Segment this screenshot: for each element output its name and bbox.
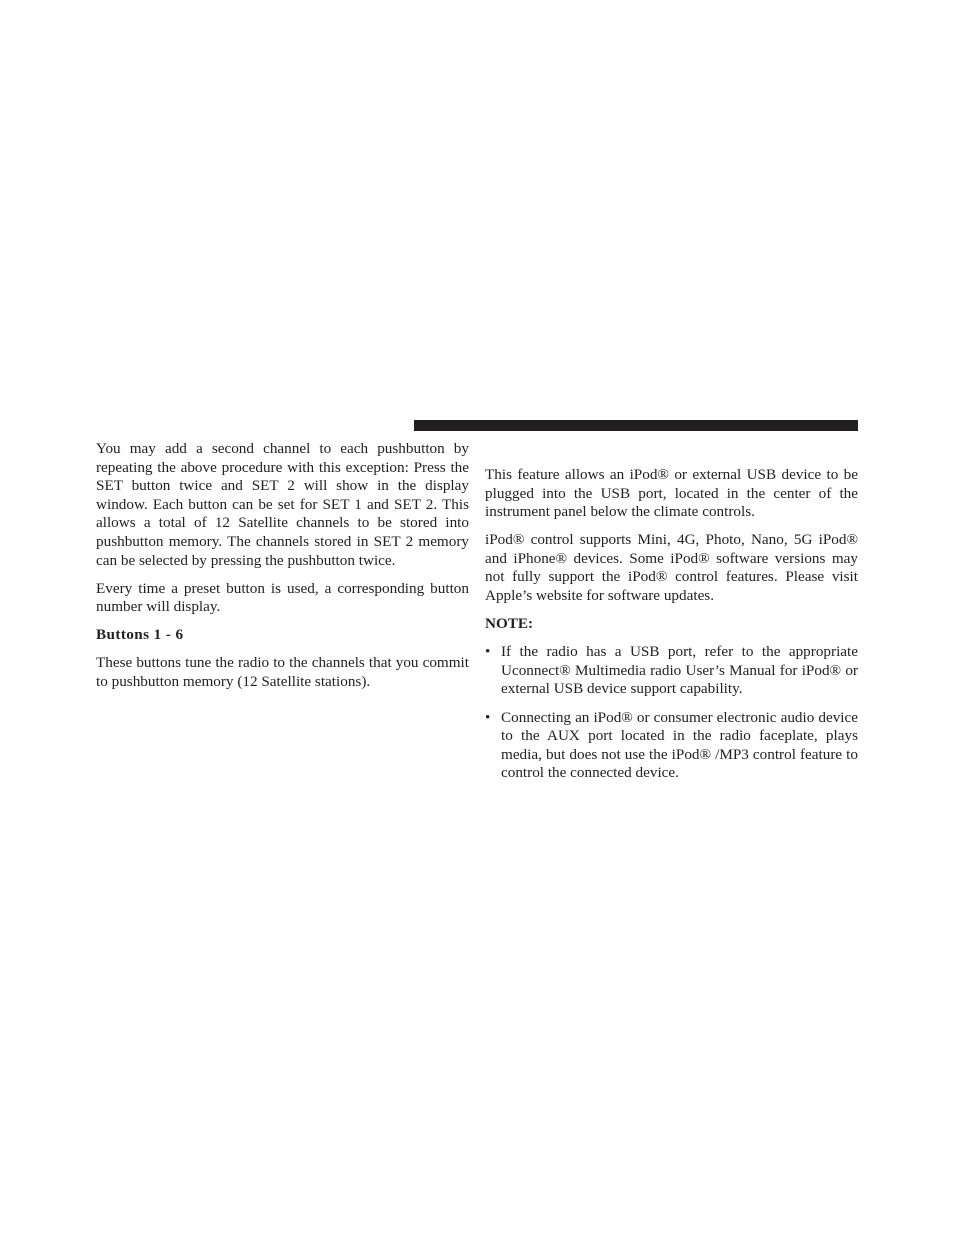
ipod-support-paragraph: iPod® control supports Mini, 4G, Photo, Nano, 5G iPod® and iPhone® devices. Some iPod® software versions may not fully support the iPod® control features. Please visit Apple’s website for software updates. <box>485 531 858 605</box>
buttons-description-paragraph: These buttons tune the radio to the channels that you commit to pushbutton memory (12 Satellite stations). <box>96 654 469 691</box>
note-item-text: If the radio has a USB port, refer to the appropriate Uconnect® Multimedia radio User’s Manual for iPod® or external USB device support capability. <box>501 643 858 698</box>
usb-feature-paragraph: This feature allows an iPod® or external USB device to be plugged into the USB port, located in the center of the instrument panel below the climate controls. <box>485 466 858 521</box>
left-column <box>96 440 469 701</box>
buttons-subheading: Buttons 1 - 6 <box>96 626 184 644</box>
note-item <box>485 643 858 699</box>
note-item-text: Connecting an iPod® or consumer electronic audio device to the AUX port located in the radio faceplate, plays media, but does not use the iPod® /MP3 control feature to control the connected device. <box>501 708 858 782</box>
section-header-bar <box>414 420 858 431</box>
second-channel-paragraph: You may add a second channel to each pushbutton by repeating the above procedure with this exception: Press the SET button twice and SET 2 will show in the display window. Each button can be set for SET 1 and SET 2. This allows a total of 12 Satellite channels to be stored into pushbutton memory. The channels stored in SET 2 memory can be selected by pressing the pushbutton twice. <box>96 440 469 569</box>
note-item <box>485 709 858 783</box>
bullet-icon: • <box>485 708 491 726</box>
right-column <box>485 466 858 792</box>
bullet-icon: • <box>485 643 491 661</box>
note-label: NOTE: <box>485 615 534 633</box>
note-list <box>485 643 858 783</box>
preset-display-paragraph: Every time a preset button is used, a corresponding button number will display. <box>96 579 469 616</box>
